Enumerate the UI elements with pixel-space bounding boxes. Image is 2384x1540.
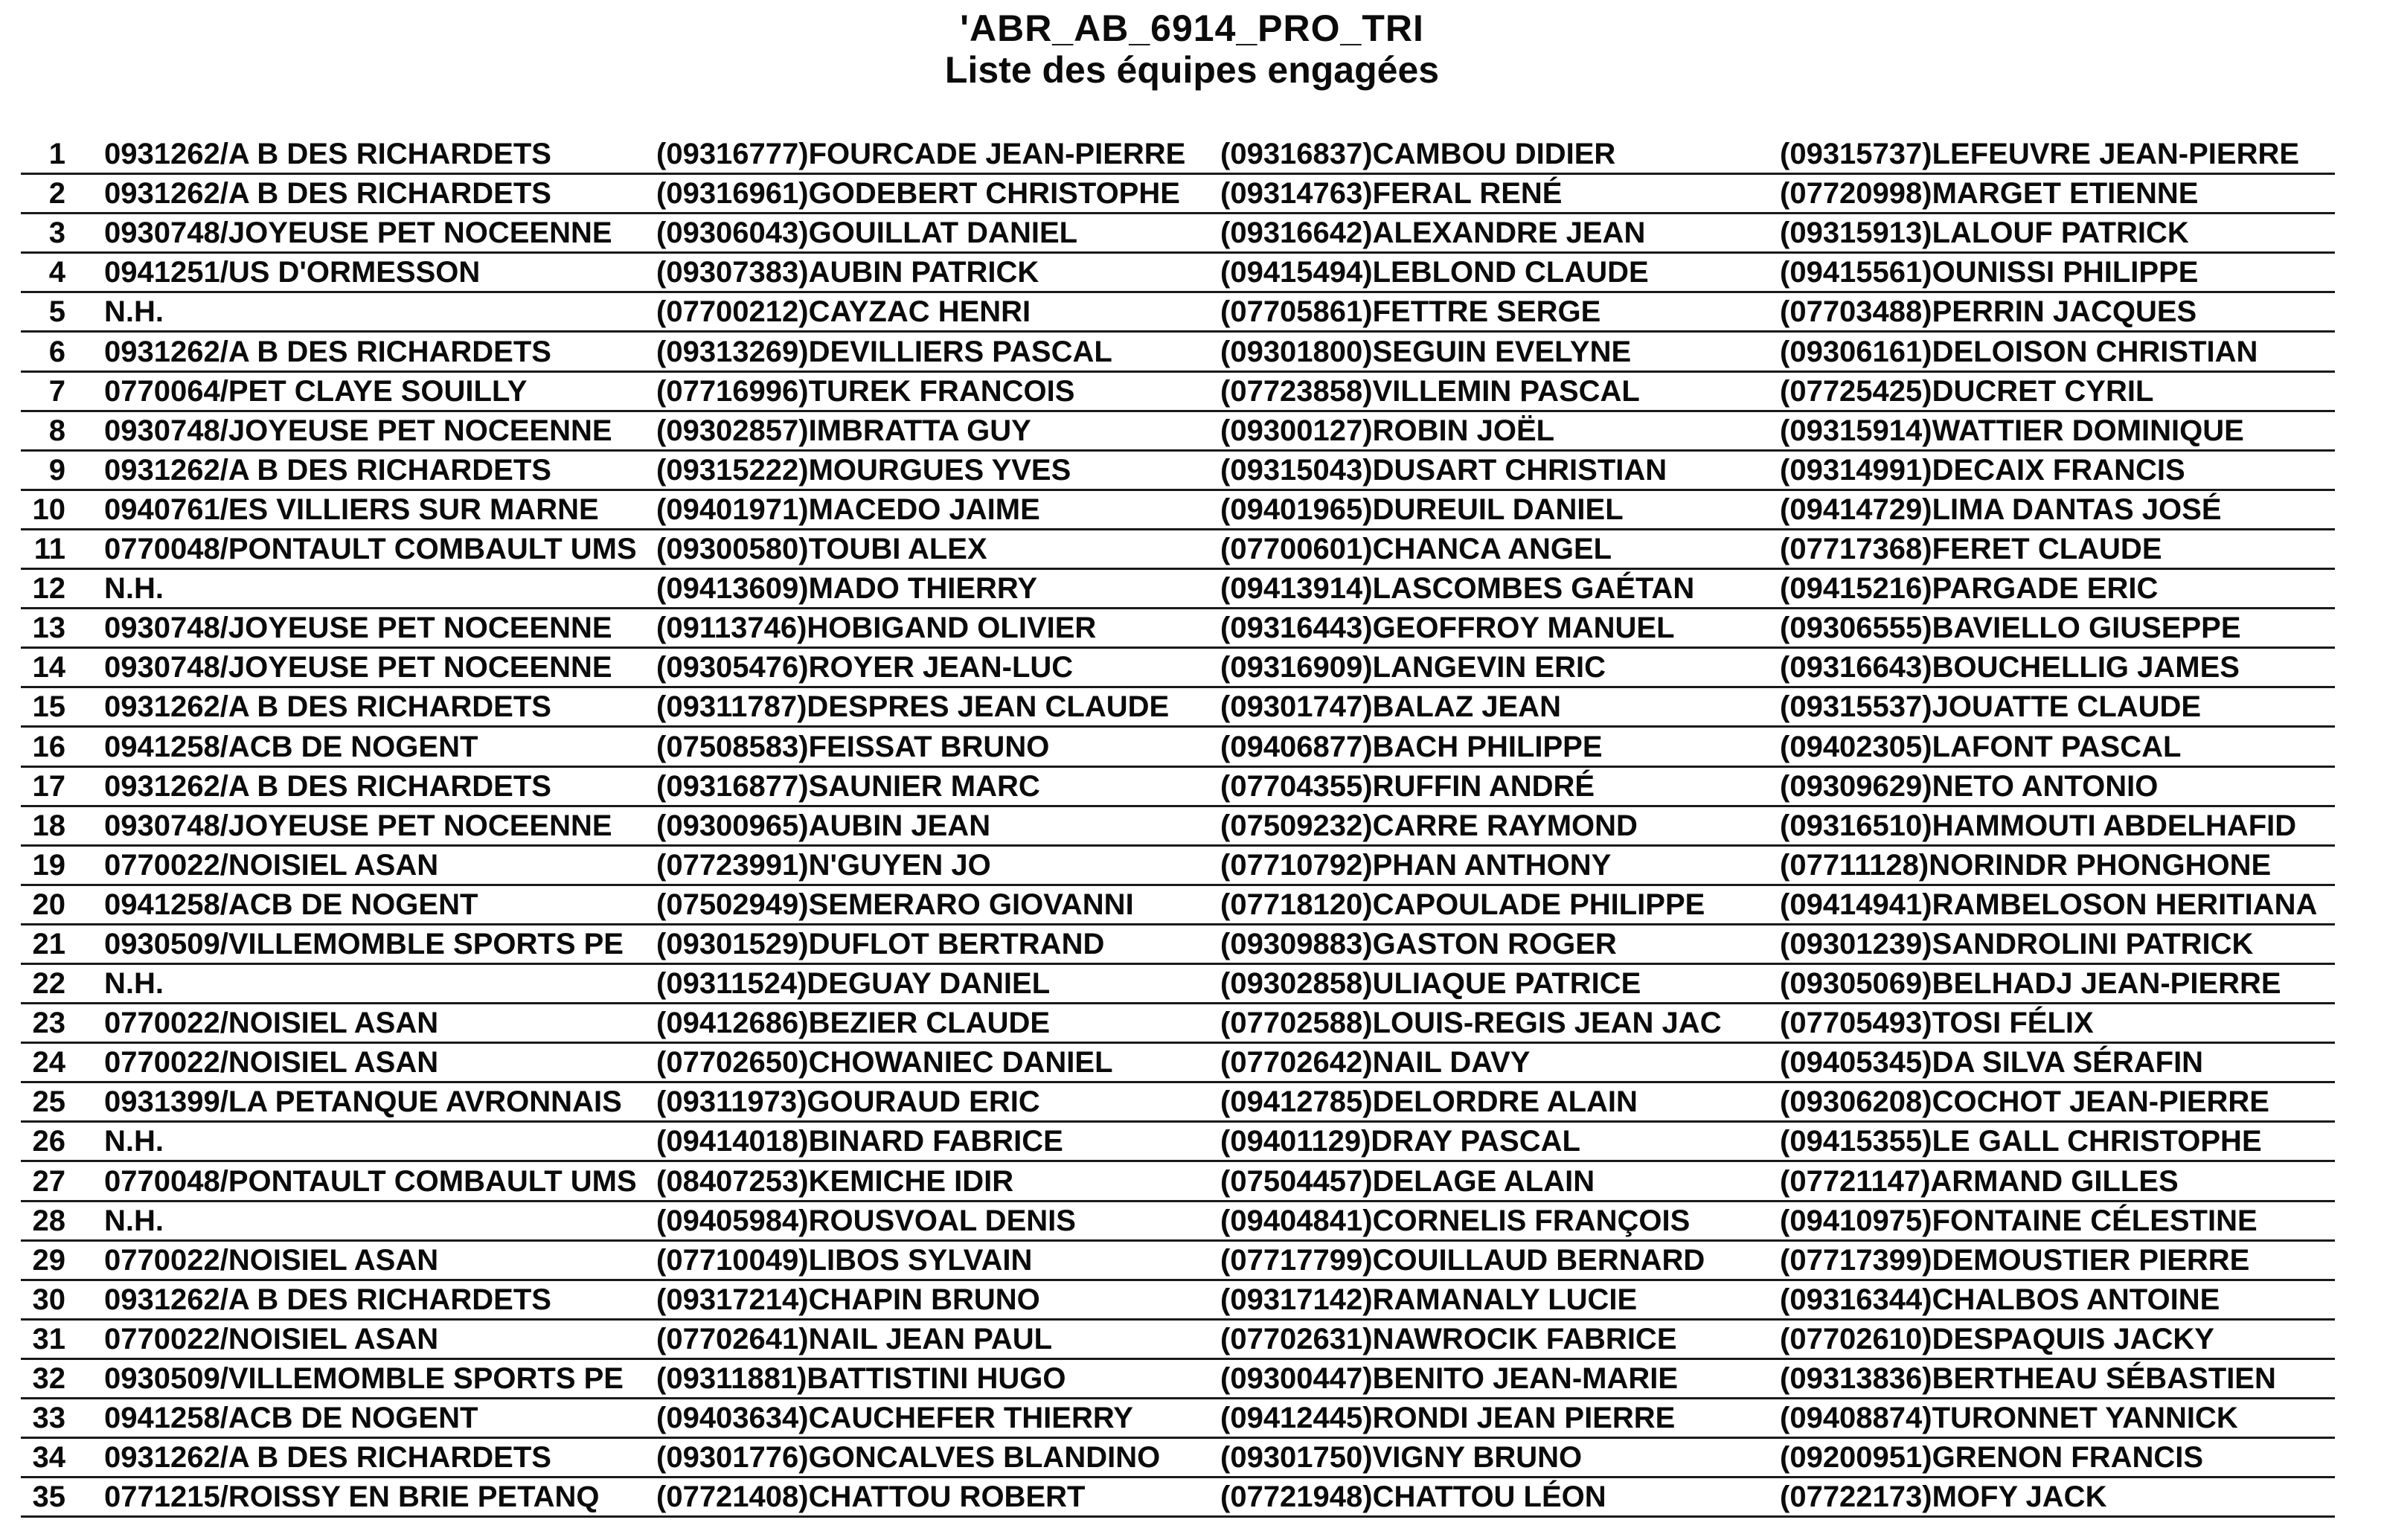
- club-name: 0770048/PONTAULT COMBAULT UMS: [104, 533, 637, 566]
- player-2: (09404841)CORNELIS FRANÇOIS: [1220, 1204, 1691, 1237]
- player-3: (09402305)LAFONT PASCAL: [1780, 730, 2182, 763]
- player-3: (09309629)NETO ANTONIO: [1780, 769, 2159, 803]
- team-row: [21, 412, 2335, 452]
- player-2: (09316642)ALEXANDRE JEAN: [1220, 216, 1646, 250]
- player-1: (09413609)MADO THIERRY: [656, 572, 1038, 606]
- player-3: (09315737)LEFEUVRE JEAN-PIERRE: [1780, 138, 2300, 171]
- team-row: [21, 768, 2335, 807]
- player-3: (09316344)CHALBOS ANTOINE: [1780, 1283, 2220, 1316]
- team-number: 24: [32, 1046, 65, 1079]
- player-3: (07711128)NORINDR PHONGHONE: [1780, 848, 2272, 882]
- player-2: (07702631)NAWROCIK FABRICE: [1220, 1322, 1677, 1355]
- player-2: (09300127)ROBIN JOËL: [1220, 414, 1555, 447]
- document-header: [0, 7, 2384, 91]
- player-1: (09403634)CAUCHEFER THIERRY: [656, 1402, 1133, 1435]
- player-3: (09200951)GRENON FRANCIS: [1780, 1441, 2204, 1475]
- team-number: 20: [32, 888, 65, 921]
- club-name: 0930509/VILLEMOMBLE SPORTS PE: [104, 1362, 624, 1395]
- player-2: (09413914)LASCOMBES GAÉTAN: [1220, 572, 1695, 606]
- player-3: (09305069)BELHADJ JEAN-PIERRE: [1780, 967, 2281, 1001]
- player-2: (09314763)FERAL RENÉ: [1220, 177, 1563, 211]
- club-name: 0770022/NOISIEL ASAN: [104, 1322, 439, 1355]
- player-1: (07721408)CHATTOU ROBERT: [656, 1480, 1086, 1514]
- club-name: 0931262/A B DES RICHARDETS: [104, 335, 551, 368]
- player-3: (09315537)JOUATTE CLAUDE: [1780, 690, 2202, 724]
- team-number: 31: [32, 1322, 65, 1355]
- team-row: [21, 1202, 2335, 1242]
- team-number: 35: [32, 1480, 65, 1514]
- team-row: [21, 570, 2335, 609]
- club-name: 0931262/A B DES RICHARDETS: [104, 1441, 551, 1475]
- team-number: 9: [48, 453, 65, 487]
- team-row: [21, 925, 2335, 965]
- club-name: 0930748/JOYEUSE PET NOCEENNE: [104, 612, 612, 645]
- club-name: 0770022/NOISIEL ASAN: [104, 848, 439, 882]
- player-2: (09309883)GASTON ROGER: [1220, 927, 1617, 960]
- player-1: (07508583)FEISSAT BRUNO: [656, 730, 1050, 763]
- player-2: (09300447)BENITO JEAN-MARIE: [1220, 1362, 1679, 1395]
- player-2: (07700601)CHANCA ANGEL: [1220, 533, 1612, 566]
- player-3: (09415561)OUNISSI PHILIPPE: [1780, 256, 2199, 289]
- team-row: [21, 1123, 2335, 1162]
- player-1: (09306043)GOUILLAT DANIEL: [656, 216, 1078, 250]
- club-name: 0770022/NOISIEL ASAN: [104, 1007, 439, 1040]
- club-name: 0930748/JOYEUSE PET NOCEENNE: [104, 809, 612, 842]
- player-1: (09302857)IMBRATTA GUY: [656, 414, 1031, 447]
- team-number: 10: [32, 493, 65, 526]
- player-3: (09316510)HAMMOUTI ABDELHAFID: [1780, 809, 2297, 842]
- player-3: (09301239)SANDROLINI PATRICK: [1780, 927, 2254, 960]
- player-3: (07721147)ARMAND GILLES: [1780, 1164, 2179, 1198]
- player-1: (09316961)GODEBERT CHRISTOPHE: [656, 177, 1180, 211]
- team-row: [21, 175, 2335, 214]
- club-name: 0930748/JOYEUSE PET NOCEENNE: [104, 651, 612, 684]
- player-2: (07710792)PHAN ANTHONY: [1220, 848, 1612, 882]
- player-3: (09415355)LE GALL CHRISTOPHE: [1780, 1125, 2262, 1158]
- team-row: [21, 254, 2335, 293]
- club-name: 0770048/PONTAULT COMBAULT UMS: [104, 1164, 637, 1198]
- player-3: (09410975)FONTAINE CÉLESTINE: [1780, 1204, 2258, 1237]
- player-1: (07502949)SEMERARO GIOVANNI: [656, 888, 1134, 921]
- player-2: (09302858)ULIAQUE PATRICE: [1220, 967, 1641, 1001]
- team-number: 19: [32, 848, 65, 882]
- team-number: 26: [32, 1125, 65, 1158]
- team-row: [21, 1360, 2335, 1399]
- player-2: (07718120)CAPOULADE PHILIPPE: [1220, 888, 1705, 921]
- player-1: (09300965)AUBIN JEAN: [656, 809, 991, 842]
- player-1: (09313269)DEVILLIERS PASCAL: [656, 335, 1112, 368]
- player-1: (09311524)DEGUAY DANIEL: [656, 967, 1051, 1001]
- player-1: (09315222)MOURGUES YVES: [656, 453, 1071, 487]
- team-number: 8: [48, 414, 65, 447]
- team-number: 28: [32, 1204, 65, 1237]
- player-1: (09301776)GONCALVES BLANDINO: [656, 1441, 1161, 1475]
- team-row: [21, 373, 2335, 412]
- player-1: (07702650)CHOWANIEC DANIEL: [656, 1046, 1113, 1079]
- team-number: 32: [32, 1362, 65, 1395]
- club-name: 0931262/A B DES RICHARDETS: [104, 769, 551, 803]
- team-row: [21, 214, 2335, 254]
- team-number: 5: [48, 295, 65, 329]
- team-row: [21, 688, 2335, 728]
- player-3: (07702610)DESPAQUIS JACKY: [1780, 1322, 2214, 1355]
- club-name: 0931399/LA PETANQUE AVRONNAIS: [104, 1085, 622, 1119]
- document-title: 'ABR_AB_6914_PRO_TRI: [960, 7, 1424, 49]
- player-2: (07705861)FETTRE SERGE: [1220, 295, 1601, 329]
- player-2: (09317142)RAMANALY LUCIE: [1220, 1283, 1638, 1316]
- team-row: [21, 847, 2335, 886]
- player-3: (09315914)WATTIER DOMINIQUE: [1780, 414, 2244, 447]
- team-number: 3: [48, 216, 65, 250]
- player-3: (07705493)TOSI FÉLIX: [1780, 1007, 2094, 1040]
- player-1: (09317214)CHAPIN BRUNO: [656, 1283, 1040, 1316]
- player-2: (09301800)SEGUIN EVELYNE: [1220, 335, 1632, 368]
- player-1: (09405984)ROUSVOAL DENIS: [656, 1204, 1076, 1237]
- club-name: 0930509/VILLEMOMBLE SPORTS PE: [104, 927, 624, 960]
- team-row: [21, 1083, 2335, 1123]
- club-name: 0770064/PET CLAYE SOUILLY: [104, 374, 528, 408]
- player-1: (09311881)BATTISTINI HUGO: [656, 1362, 1066, 1395]
- teams-table: [21, 135, 2335, 1518]
- player-3: (09408874)TURONNET YANNICK: [1780, 1402, 2238, 1435]
- player-1: (08407253)KEMICHE IDIR: [656, 1164, 1014, 1198]
- document-subtitle: Liste des équipes engagées: [944, 49, 1440, 91]
- team-row: [21, 807, 2335, 847]
- player-2: (09301747)BALAZ JEAN: [1220, 690, 1561, 724]
- club-name: 0941258/ACB DE NOGENT: [104, 730, 478, 763]
- team-number: 2: [48, 177, 65, 211]
- team-row: [21, 1439, 2335, 1478]
- player-3: (09306161)DELOISON CHRISTIAN: [1780, 335, 2258, 368]
- team-number: 16: [32, 730, 65, 763]
- team-number: 29: [32, 1243, 65, 1277]
- team-row: [21, 293, 2335, 333]
- club-name: 0930748/JOYEUSE PET NOCEENNE: [104, 216, 612, 250]
- team-row: [21, 886, 2335, 925]
- player-1: (07702641)NAIL JEAN PAUL: [656, 1322, 1053, 1355]
- club-name: N.H.: [104, 967, 164, 1001]
- team-row: [21, 1242, 2335, 1281]
- player-3: (09313836)BERTHEAU SÉBASTIEN: [1780, 1362, 2276, 1395]
- club-name: 0940761/ES VILLIERS SUR MARNE: [104, 493, 599, 526]
- team-row: [21, 333, 2335, 372]
- player-3: (09314991)DECAIX FRANCIS: [1780, 453, 2185, 487]
- team-number: 25: [32, 1085, 65, 1119]
- player-2: (09401965)DUREUIL DANIEL: [1220, 493, 1624, 526]
- player-2: (07717799)COUILLAUD BERNARD: [1220, 1243, 1705, 1277]
- team-row: [21, 530, 2335, 570]
- player-3: (09414941)RAMBELOSON HERITIANA: [1780, 888, 2318, 921]
- club-name: 0931262/A B DES RICHARDETS: [104, 177, 551, 211]
- team-number: 6: [48, 335, 65, 368]
- player-2: (07504457)DELAGE ALAIN: [1220, 1164, 1595, 1198]
- club-name: N.H.: [104, 295, 164, 329]
- team-number: 14: [32, 651, 65, 684]
- player-2: (07721948)CHATTOU LÉON: [1220, 1480, 1606, 1514]
- team-number: 17: [32, 769, 65, 803]
- player-2: (07723858)VILLEMIN PASCAL: [1220, 374, 1640, 408]
- club-name: 0931262/A B DES RICHARDETS: [104, 138, 551, 171]
- player-1: (09301529)DUFLOT BERTRAND: [656, 927, 1105, 960]
- team-number: 15: [32, 690, 65, 724]
- team-row: [21, 491, 2335, 530]
- player-1: (07710049)LIBOS SYLVAIN: [656, 1243, 1033, 1277]
- player-2: (09406877)BACH PHILIPPE: [1220, 730, 1603, 763]
- team-row: [21, 728, 2335, 767]
- player-1: (09311787)DESPRES JEAN CLAUDE: [656, 690, 1170, 724]
- team-row: [21, 452, 2335, 491]
- team-number: 18: [32, 809, 65, 842]
- player-3: (07720998)MARGET ETIENNE: [1780, 177, 2199, 211]
- team-row: [21, 1044, 2335, 1083]
- team-row: [21, 1399, 2335, 1439]
- team-row: [21, 649, 2335, 688]
- player-3: (09415216)PARGADE ERIC: [1780, 572, 2159, 606]
- team-row: [21, 609, 2335, 649]
- player-3: (09414729)LIMA DANTAS JOSÉ: [1780, 493, 2222, 526]
- team-number: 33: [32, 1402, 65, 1435]
- player-1: (09316877)SAUNIER MARC: [656, 769, 1040, 803]
- player-3: (09306555)BAVIELLO GIUSEPPE: [1780, 612, 2241, 645]
- team-number: 13: [32, 612, 65, 645]
- club-name: 0771215/ROISSY EN BRIE PETANQ: [104, 1480, 600, 1514]
- club-name: 0941258/ACB DE NOGENT: [104, 1402, 478, 1435]
- club-name: 0931262/A B DES RICHARDETS: [104, 453, 551, 487]
- club-name: N.H.: [104, 572, 164, 606]
- player-3: (09405345)DA SILVA SÉRAFIN: [1780, 1046, 2204, 1079]
- club-name: 0930748/JOYEUSE PET NOCEENNE: [104, 414, 612, 447]
- player-2: (09412445)RONDI JEAN PIERRE: [1220, 1402, 1676, 1435]
- club-name: 0941258/ACB DE NOGENT: [104, 888, 478, 921]
- player-1: (09414018)BINARD FABRICE: [656, 1125, 1063, 1158]
- team-number: 1: [48, 138, 65, 171]
- player-3: (09315913)LALOUF PATRICK: [1780, 216, 2189, 250]
- player-2: (09415494)LEBLOND CLAUDE: [1220, 256, 1649, 289]
- player-2: (09316443)GEOFFROY MANUEL: [1220, 612, 1675, 645]
- player-3: (09316643)BOUCHELLIG JAMES: [1780, 651, 2240, 684]
- player-2: (07704355)RUFFIN ANDRÉ: [1220, 769, 1595, 803]
- player-1: (09307383)AUBIN PATRICK: [656, 256, 1039, 289]
- team-row: [21, 1162, 2335, 1201]
- club-name: 0770022/NOISIEL ASAN: [104, 1243, 439, 1277]
- player-1: (07700212)CAYZAC HENRI: [656, 295, 1031, 329]
- team-row: [21, 965, 2335, 1004]
- club-name: 0931262/A B DES RICHARDETS: [104, 690, 551, 724]
- team-number: 27: [32, 1164, 65, 1198]
- player-2: (07509232)CARRE RAYMOND: [1220, 809, 1638, 842]
- player-1: (09113746)HOBIGAND OLIVIER: [656, 612, 1097, 645]
- club-name: 0941251/US D'ORMESSON: [104, 256, 481, 289]
- club-name: 0931262/A B DES RICHARDETS: [104, 1283, 551, 1316]
- player-3: (07722173)MOFY JACK: [1780, 1480, 2107, 1514]
- team-number: 12: [32, 572, 65, 606]
- team-row: [21, 1004, 2335, 1044]
- player-1: (09305476)ROYER JEAN-LUC: [656, 651, 1074, 684]
- player-3: (07717399)DEMOUSTIER PIERRE: [1780, 1243, 2250, 1277]
- player-1: (09412686)BEZIER CLAUDE: [656, 1007, 1051, 1040]
- player-1: (09300580)TOUBI ALEX: [656, 533, 987, 566]
- team-row: [21, 1478, 2335, 1518]
- team-number: 4: [48, 256, 65, 289]
- player-1: (09401971)MACEDO JAIME: [656, 493, 1040, 526]
- team-row: [21, 1321, 2335, 1360]
- player-2: (07702642)NAIL DAVY: [1220, 1046, 1531, 1079]
- player-2: (09315043)DUSART CHRISTIAN: [1220, 453, 1667, 487]
- player-1: (07716996)TUREK FRANCOIS: [656, 374, 1075, 408]
- team-number: 22: [32, 967, 65, 1001]
- player-3: (07725425)DUCRET CYRIL: [1780, 374, 2154, 408]
- club-name: N.H.: [104, 1125, 164, 1158]
- player-3: (07703488)PERRIN JACQUES: [1780, 295, 2197, 329]
- player-3: (09306208)COCHOT JEAN-PIERRE: [1780, 1085, 2269, 1119]
- player-2: (09316909)LANGEVIN ERIC: [1220, 651, 1606, 684]
- team-row: [21, 135, 2335, 175]
- team-number: 30: [32, 1283, 65, 1316]
- team-number: 34: [32, 1441, 65, 1475]
- team-number: 11: [33, 533, 65, 566]
- player-1: (07723991)N'GUYEN JO: [656, 848, 991, 882]
- player-2: (09316837)CAMBOU DIDIER: [1220, 138, 1616, 171]
- player-2: (09301750)VIGNY BRUNO: [1220, 1441, 1583, 1475]
- player-3: (07717368)FERET CLAUDE: [1780, 533, 2162, 566]
- team-number: 21: [32, 927, 65, 960]
- team-number: 7: [48, 374, 65, 408]
- club-name: 0770022/NOISIEL ASAN: [104, 1046, 439, 1079]
- player-1: (09311973)GOURAUD ERIC: [656, 1085, 1040, 1119]
- player-1: (09316777)FOURCADE JEAN-PIERRE: [656, 138, 1186, 171]
- club-name: N.H.: [104, 1204, 164, 1237]
- player-2: (07702588)LOUIS-REGIS JEAN JAC: [1220, 1007, 1722, 1040]
- player-2: (09412785)DELORDRE ALAIN: [1220, 1085, 1638, 1119]
- player-2: (09401129)DRAY PASCAL: [1220, 1125, 1580, 1158]
- team-number: 23: [32, 1007, 65, 1040]
- team-row: [21, 1281, 2335, 1321]
